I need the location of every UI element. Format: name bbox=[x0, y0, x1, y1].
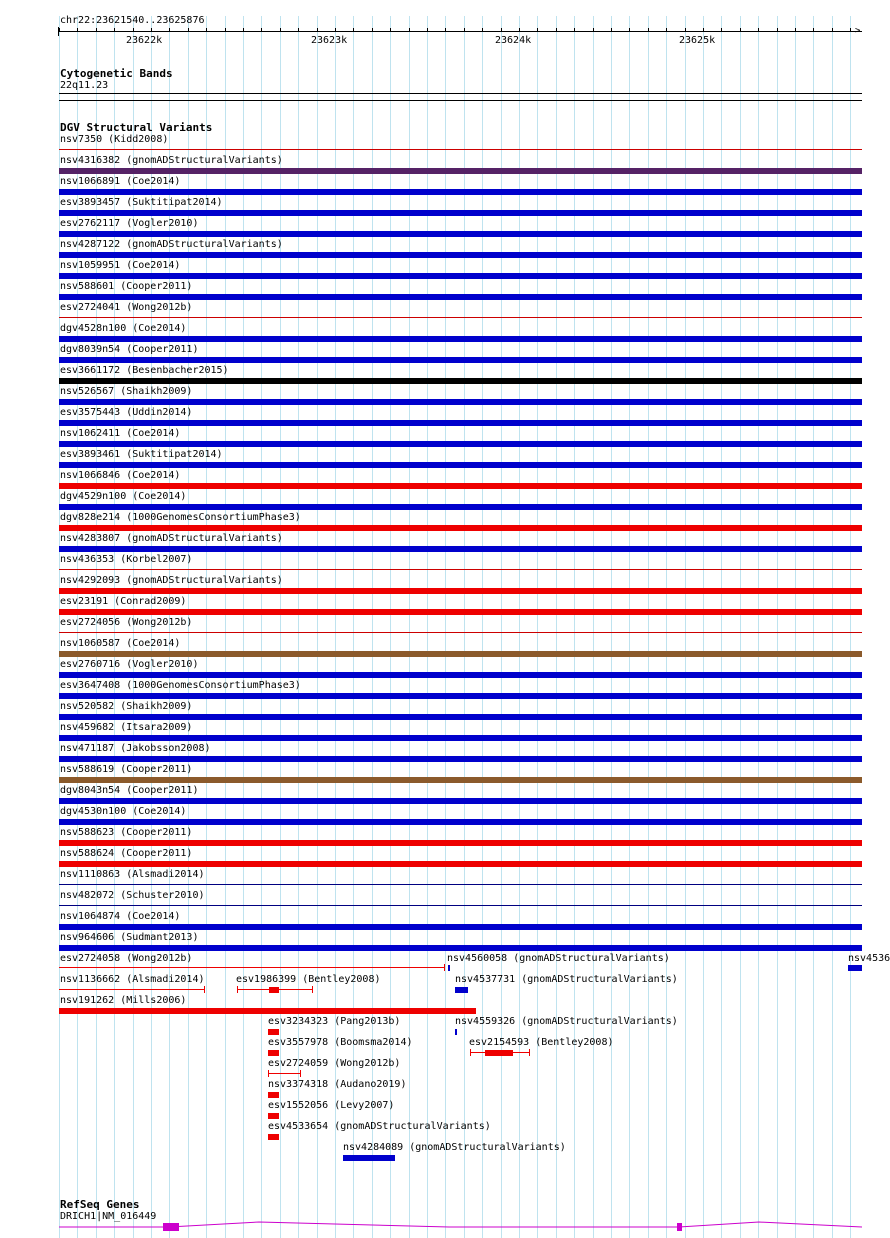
feature-esv1986399-block bbox=[269, 987, 279, 993]
ruler-tick bbox=[169, 28, 170, 32]
ruler-tick bbox=[777, 28, 778, 32]
feature-label[interactable]: esv3893457 (Suktitipat2014) bbox=[60, 197, 223, 208]
ruler-tick bbox=[206, 28, 207, 32]
feature-label[interactable]: esv2760716 (Vogler2010) bbox=[60, 659, 199, 670]
feature-label[interactable]: nsv1066846 (Coe2014) bbox=[60, 470, 181, 481]
feature-label[interactable]: nsv4287122 (gnomADStructuralVariants) bbox=[60, 239, 283, 250]
feature-bar[interactable] bbox=[59, 905, 862, 906]
ruler-tick bbox=[225, 28, 226, 32]
feature-label[interactable]: nsv588624 (Cooper2011) bbox=[60, 848, 193, 859]
ruler-tick bbox=[133, 28, 134, 32]
ruler-tick bbox=[758, 28, 759, 32]
feature-esv4533654[interactable] bbox=[268, 1134, 279, 1140]
feature-label[interactable]: nsv520582 (Shaikh2009) bbox=[60, 701, 193, 712]
feature-bar[interactable] bbox=[59, 294, 862, 300]
feature-bar[interactable] bbox=[59, 798, 862, 804]
grid-line bbox=[556, 16, 557, 1238]
ruler-tick bbox=[188, 28, 189, 32]
ruler-tick bbox=[832, 28, 833, 32]
grid-line bbox=[758, 16, 759, 1238]
feature-bar[interactable] bbox=[59, 735, 862, 741]
grid-line bbox=[280, 16, 281, 1238]
feature-bar[interactable] bbox=[59, 189, 862, 195]
feature-label[interactable]: nsv436353 (Korbel2007) bbox=[60, 554, 193, 565]
feature-label[interactable]: esv2762117 (Vogler2010) bbox=[60, 218, 199, 229]
ruler-tick bbox=[685, 28, 686, 32]
grid-line bbox=[390, 16, 391, 1238]
ruler-tick bbox=[261, 28, 262, 32]
feature-bar[interactable] bbox=[59, 168, 862, 174]
grid-line bbox=[629, 16, 630, 1238]
ruler-tick bbox=[409, 28, 410, 32]
grid-line bbox=[593, 16, 594, 1238]
ruler-tick bbox=[593, 28, 594, 32]
feature-bar[interactable] bbox=[59, 231, 862, 237]
feature-esv2154593-start bbox=[470, 1049, 471, 1056]
ruler-tick bbox=[537, 28, 538, 32]
feature-label[interactable]: esv3661172 (Besenbacher2015) bbox=[60, 365, 229, 376]
feature-label[interactable]: dgv4528n100 (Coe2014) bbox=[60, 323, 187, 334]
ruler-tick bbox=[629, 28, 630, 32]
feature-label[interactable]: dgv8039n54 (Cooper2011) bbox=[60, 344, 199, 355]
feature-label[interactable]: nsv1059951 (Coe2014) bbox=[60, 260, 181, 271]
feature-bar[interactable] bbox=[59, 317, 862, 318]
grid-line bbox=[611, 16, 612, 1238]
feature-bar[interactable] bbox=[59, 273, 862, 279]
grid-line bbox=[261, 16, 262, 1238]
tick-label-23624k: 23624k bbox=[495, 35, 532, 46]
feature-bar[interactable] bbox=[59, 632, 862, 633]
ruler-tick bbox=[666, 28, 667, 32]
feature-label[interactable]: nsv588619 (Cooper2011) bbox=[60, 764, 193, 775]
feature-bar[interactable] bbox=[59, 357, 862, 363]
feature-esv2724058-end bbox=[444, 964, 445, 971]
grid-line bbox=[666, 16, 667, 1238]
feature-bar[interactable] bbox=[59, 651, 862, 657]
feature-label[interactable]: dgv4529n100 (Coe2014) bbox=[60, 491, 187, 502]
feature-label[interactable]: nsv471187 (Jakobsson2008) bbox=[60, 743, 211, 754]
feature-label-nsv4560058[interactable]: nsv4560058 (gnomADStructuralVariants) bbox=[447, 953, 670, 964]
feature-label-esv1552056[interactable]: esv1552056 (Levy2007) bbox=[268, 1100, 395, 1111]
gene-intron-line bbox=[59, 1222, 862, 1227]
feature-label[interactable]: nsv588601 (Cooper2011) bbox=[60, 281, 193, 292]
feature-label[interactable]: nsv4292093 (gnomADStructuralVariants) bbox=[60, 575, 283, 586]
feature-bar[interactable] bbox=[59, 884, 862, 885]
ruler-tick bbox=[464, 28, 465, 32]
feature-label[interactable]: nsv1062411 (Coe2014) bbox=[60, 428, 181, 439]
grid-line bbox=[740, 16, 741, 1238]
feature-esv2154593-end bbox=[529, 1049, 530, 1056]
ruler-tick bbox=[151, 28, 152, 32]
feature-label-esv2154593[interactable]: esv2154593 (Bentley2008) bbox=[469, 1037, 614, 1048]
grid-line bbox=[574, 16, 575, 1238]
grid-line bbox=[832, 16, 833, 1238]
feature-nsv1136662-end bbox=[204, 986, 205, 993]
feature-nsv4559326[interactable] bbox=[455, 1029, 457, 1035]
grid-line bbox=[445, 16, 446, 1238]
ruler-tick bbox=[280, 28, 281, 32]
ruler-tick bbox=[427, 28, 428, 32]
feature-bar[interactable] bbox=[59, 777, 862, 783]
feature-esv1552056[interactable] bbox=[268, 1113, 279, 1119]
ruler-tick bbox=[353, 28, 354, 32]
ruler-tick bbox=[556, 28, 557, 32]
tick-label-23625k: 23625k bbox=[679, 35, 716, 46]
ruler-title: chr22:23621540..23625876 bbox=[60, 15, 205, 26]
grid-line bbox=[795, 16, 796, 1238]
grid-line bbox=[225, 16, 226, 1238]
grid-line bbox=[721, 16, 722, 1238]
feature-nsv4537731[interactable] bbox=[455, 987, 468, 993]
ruler-tick bbox=[482, 28, 483, 32]
feature-esv2724059[interactable] bbox=[268, 1073, 301, 1074]
grid-line bbox=[353, 16, 354, 1238]
ruler-tick bbox=[317, 28, 318, 32]
feature-label-nsv4559326[interactable]: nsv4559326 (gnomADStructuralVariants) bbox=[455, 1016, 678, 1027]
feature-label[interactable]: nsv1066891 (Coe2014) bbox=[60, 176, 181, 187]
feature-bar[interactable] bbox=[59, 378, 862, 384]
grid-line bbox=[777, 16, 778, 1238]
feature-label[interactable]: nsv1060587 (Coe2014) bbox=[60, 638, 181, 649]
feature-nsv4536[interactable] bbox=[848, 965, 862, 971]
ruler-tick bbox=[648, 28, 649, 32]
ruler-tick bbox=[740, 28, 741, 32]
feature-label[interactable]: esv2724041 (Wong2012b) bbox=[60, 302, 193, 313]
feature-label[interactable]: esv2724056 (Wong2012b) bbox=[60, 617, 193, 628]
ruler-tick bbox=[372, 28, 373, 32]
feature-bar[interactable] bbox=[59, 672, 862, 678]
feature-esv2724059-start bbox=[268, 1070, 269, 1077]
feature-bar[interactable] bbox=[59, 569, 862, 570]
feature-label[interactable]: esv3575443 (Uddin2014) bbox=[60, 407, 193, 418]
dgv-track-title[interactable]: DGV Structural Variants bbox=[60, 121, 213, 134]
feature-esv2154593-block bbox=[485, 1050, 513, 1056]
feature-bar[interactable] bbox=[59, 819, 862, 825]
feature-esv2724059-end bbox=[300, 1070, 301, 1077]
feature-label[interactable]: nsv4283807 (gnomADStructuralVariants) bbox=[60, 533, 283, 544]
ruler-tick bbox=[59, 28, 60, 32]
refseq-gene-label[interactable]: DRICH1|NM_016449 bbox=[60, 1211, 157, 1222]
feature-label[interactable]: nsv526567 (Shaikh2009) bbox=[60, 386, 193, 397]
grid-line bbox=[685, 16, 686, 1238]
feature-bar[interactable] bbox=[59, 399, 862, 405]
grid-line bbox=[409, 16, 410, 1238]
grid-line bbox=[464, 16, 465, 1238]
feature-bar[interactable] bbox=[59, 441, 862, 447]
ruler-tick bbox=[114, 28, 115, 32]
feature-esv1986399-start bbox=[237, 986, 238, 993]
gene-exon-2 bbox=[677, 1223, 682, 1231]
grid-line bbox=[482, 16, 483, 1238]
ruler-tick bbox=[501, 28, 502, 32]
feature-label[interactable]: nsv1064874 (Coe2014) bbox=[60, 911, 181, 922]
feature-bar[interactable] bbox=[59, 714, 862, 720]
gene-exon-1 bbox=[163, 1223, 179, 1231]
ruler-tick bbox=[611, 28, 612, 32]
feature-label[interactable]: nsv964606 (Sudmant2013) bbox=[60, 932, 199, 943]
feature-label-nsv4536[interactable]: nsv4536 bbox=[848, 953, 890, 964]
feature-label[interactable]: nsv7350 (Kidd2008) bbox=[60, 134, 169, 145]
feature-bar[interactable] bbox=[59, 210, 862, 216]
grid-line bbox=[648, 16, 649, 1238]
ruler-tick bbox=[390, 28, 391, 32]
ruler-tick bbox=[445, 28, 446, 32]
feature-bar[interactable] bbox=[59, 924, 862, 930]
feature-bar[interactable] bbox=[59, 588, 862, 594]
feature-bar[interactable] bbox=[59, 609, 862, 615]
feature-bar[interactable] bbox=[59, 149, 862, 150]
ruler-tick bbox=[519, 28, 520, 32]
feature-label[interactable]: esv3893461 (Suktitipat2014) bbox=[60, 449, 223, 460]
grid-line bbox=[703, 16, 704, 1238]
ruler-tick bbox=[813, 28, 814, 32]
feature-label-esv1986399[interactable]: esv1986399 (Bentley2008) bbox=[236, 974, 381, 985]
feature-label-esv2724058[interactable]: esv2724058 (Wong2012b) bbox=[60, 953, 193, 964]
ruler-right-arrow-icon: > bbox=[855, 26, 861, 36]
feature-label-nsv191262[interactable]: nsv191262 (Mills2006) bbox=[60, 995, 187, 1006]
feature-nsv4560058[interactable] bbox=[448, 965, 450, 971]
feature-label-esv2724059[interactable]: esv2724059 (Wong2012b) bbox=[268, 1058, 401, 1069]
feature-bar[interactable] bbox=[59, 756, 862, 762]
feature-esv1986399-end bbox=[312, 986, 313, 993]
feature-label[interactable]: esv23191 (Conrad2009) bbox=[60, 596, 187, 607]
feature-bar[interactable] bbox=[59, 693, 862, 699]
grid-line bbox=[427, 16, 428, 1238]
feature-bar[interactable] bbox=[59, 462, 862, 468]
ruler-tick bbox=[703, 28, 704, 32]
feature-label[interactable]: nsv1110863 (Alsmadi2014) bbox=[60, 869, 205, 880]
grid-line bbox=[537, 16, 538, 1238]
grid-line bbox=[813, 16, 814, 1238]
ruler-tick bbox=[721, 28, 722, 32]
feature-bar[interactable] bbox=[59, 861, 862, 867]
feature-label[interactable]: dgv4530n100 (Coe2014) bbox=[60, 806, 187, 817]
feature-bar[interactable] bbox=[59, 945, 862, 951]
feature-label[interactable]: dgv8043n54 (Cooper2011) bbox=[60, 785, 199, 796]
feature-label-nsv1136662[interactable]: nsv1136662 (Alsmadi2014) bbox=[60, 974, 205, 985]
feature-bar[interactable] bbox=[59, 252, 862, 258]
grid-line bbox=[519, 16, 520, 1238]
feature-nsv4284089[interactable] bbox=[343, 1155, 395, 1161]
feature-label[interactable]: nsv482072 (Schuster2010) bbox=[60, 890, 205, 901]
feature-label-esv3557978[interactable]: esv3557978 (Boomsma2014) bbox=[268, 1037, 413, 1048]
cyto-band-line[interactable] bbox=[59, 93, 862, 94]
ruler-axis bbox=[59, 31, 862, 32]
feature-bar[interactable] bbox=[59, 504, 862, 510]
feature-bar[interactable] bbox=[59, 840, 862, 846]
feature-esv3234323[interactable] bbox=[268, 1029, 279, 1035]
feature-bar[interactable] bbox=[59, 525, 862, 531]
ruler-tick bbox=[298, 28, 299, 32]
feature-label-esv3234323[interactable]: esv3234323 (Pang2013b) bbox=[268, 1016, 401, 1027]
feature-label-nsv4537731[interactable]: nsv4537731 (gnomADStructuralVariants) bbox=[455, 974, 678, 985]
ruler-tick bbox=[243, 28, 244, 32]
feature-label[interactable]: nsv588623 (Cooper2011) bbox=[60, 827, 193, 838]
feature-label[interactable]: nsv4316382 (gnomADStructuralVariants) bbox=[60, 155, 283, 166]
grid-line bbox=[850, 16, 851, 1238]
ruler-tick bbox=[850, 28, 851, 32]
feature-label[interactable]: nsv459682 (Itsara2009) bbox=[60, 722, 193, 733]
ruler-tick bbox=[96, 28, 97, 32]
feature-bar[interactable] bbox=[59, 483, 862, 489]
tick-label-23622k: 23622k bbox=[126, 35, 163, 46]
grid-line bbox=[335, 16, 336, 1238]
ruler-tick bbox=[335, 28, 336, 32]
ruler-tick bbox=[77, 28, 78, 32]
track-divider bbox=[59, 100, 862, 101]
feature-nsv191262[interactable] bbox=[59, 1008, 476, 1014]
feature-esv2724058[interactable] bbox=[59, 967, 445, 968]
cyto-track-title[interactable]: Cytogenetic Bands bbox=[60, 67, 173, 80]
feature-nsv3374318[interactable] bbox=[268, 1092, 279, 1098]
refseq-track-title[interactable]: RefSeq Genes bbox=[60, 1198, 140, 1211]
feature-label-nsv4284089[interactable]: nsv4284089 (gnomADStructuralVariants) bbox=[343, 1142, 566, 1153]
feature-label-nsv3374318[interactable]: nsv3374318 (Audano2019) bbox=[268, 1079, 407, 1090]
feature-bar[interactable] bbox=[59, 546, 862, 552]
ruler-tick bbox=[574, 28, 575, 32]
feature-label[interactable]: dgv828e214 (1000GenomesConsortiumPhase3) bbox=[60, 512, 301, 523]
grid-line bbox=[317, 16, 318, 1238]
feature-bar[interactable] bbox=[59, 420, 862, 426]
grid-line bbox=[372, 16, 373, 1238]
cyto-band-label[interactable]: 22q11.23 bbox=[60, 80, 109, 91]
feature-label[interactable]: esv3647408 (1000GenomesConsortiumPhase3) bbox=[60, 680, 301, 691]
ruler-tick bbox=[795, 28, 796, 32]
grid-line bbox=[243, 16, 244, 1238]
grid-line bbox=[298, 16, 299, 1238]
feature-label-esv4533654[interactable]: esv4533654 (gnomADStructuralVariants) bbox=[268, 1121, 491, 1132]
tick-label-23623k: 23623k bbox=[311, 35, 348, 46]
refseq-gene-model[interactable] bbox=[59, 1220, 862, 1234]
feature-bar[interactable] bbox=[59, 336, 862, 342]
feature-esv3557978[interactable] bbox=[268, 1050, 279, 1056]
feature-nsv1136662[interactable] bbox=[59, 989, 204, 990]
